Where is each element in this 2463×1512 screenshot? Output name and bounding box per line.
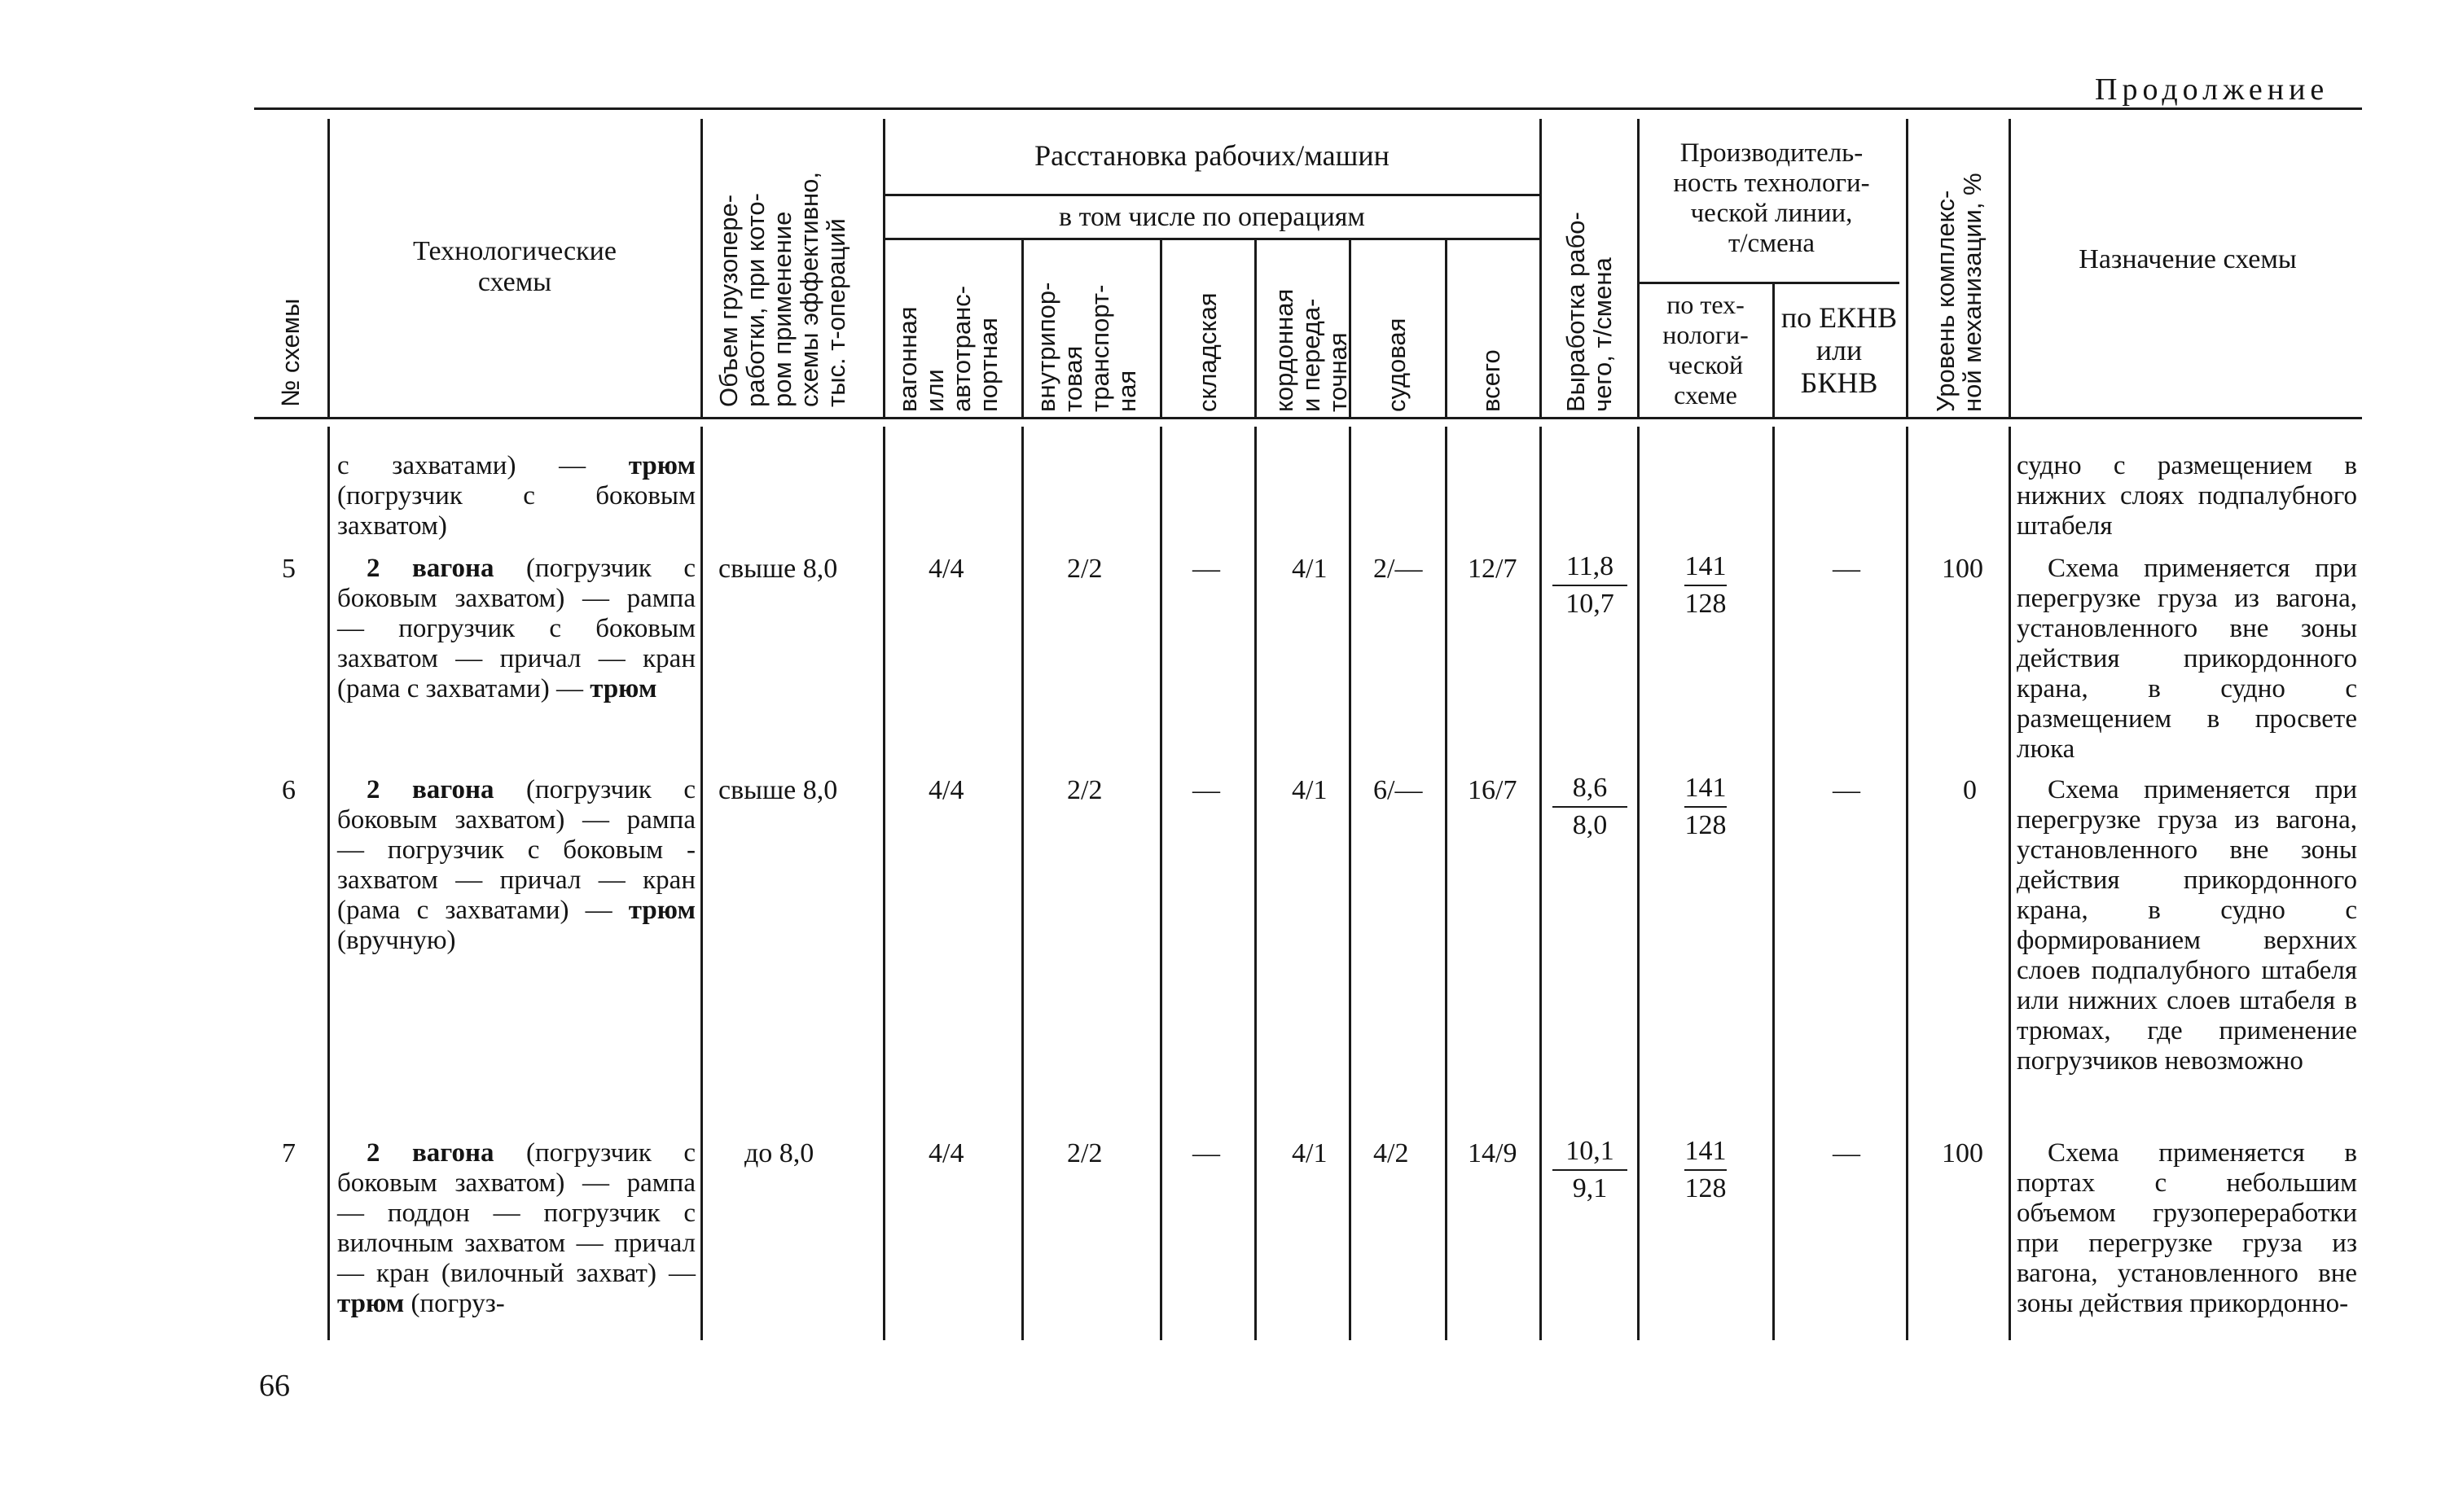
output-shift: 11,8 — [1565, 551, 1614, 581]
row-ship: 6/— — [1373, 775, 1423, 805]
row-output — [1551, 770, 1629, 844]
row-ekn: — — [1833, 775, 1860, 805]
productivity-norm: 128 — [1684, 589, 1727, 619]
col-divider — [1445, 427, 1447, 1340]
header-volume: Объем грузопере- работки, при кото- ром применение схемы эффективно, тыс. т-операций — [714, 171, 850, 407]
row-cordon: 4/1 — [1292, 1138, 1328, 1168]
continued-purpose: судно с размещением в нижних слоях подпалубного штабеля — [2017, 451, 2357, 541]
header-cordon: кордонная и переда- точная — [1270, 288, 1352, 412]
row-internal: 2/2 — [1067, 554, 1103, 584]
row-volume: свыше 8,0 — [718, 775, 838, 805]
col-divider — [327, 119, 330, 417]
header-by-ekn: по ЕКНВ или БКНВ — [1780, 301, 1898, 399]
row-purpose: Схема применяется в портах с небольшим объемом грузопереработки при перегрузке груза из вагона, установленного вне зоны действия прикордонно- — [2017, 1138, 2357, 1318]
col-divider — [1772, 282, 1775, 417]
row-wagon: 4/4 — [929, 775, 964, 805]
output-shift: 8,6 — [1572, 773, 1608, 803]
col-divider — [1539, 119, 1542, 417]
row-storage: — — [1192, 775, 1220, 805]
col-divider — [700, 119, 703, 417]
output-worker: 8,0 — [1572, 810, 1608, 840]
header-storage: складская — [1193, 292, 1222, 412]
header-purpose: Назначение схемы — [2079, 244, 2297, 274]
col-divider — [1021, 238, 1024, 417]
header-placement: Расстановка рабочих/машин — [1034, 139, 1390, 172]
header-internal: внутрипор- товая транспорт- ная — [1032, 282, 1141, 412]
row-productivity — [1666, 770, 1745, 844]
row-ekn: — — [1833, 554, 1860, 584]
col-divider — [1254, 238, 1257, 417]
row-output — [1551, 1133, 1629, 1207]
col-divider — [1160, 238, 1162, 417]
col-divider — [1772, 427, 1775, 1340]
header-wagon: вагонная или автотранс- портная — [893, 285, 1003, 412]
output-shift: 10,1 — [1565, 1136, 1614, 1166]
row-scheme: 2 вагона (погрузчик с боковым захватом) — рампа — погрузчик с боковым захватом — причал — кран (рама с захватами) — трюм — [337, 554, 696, 703]
col-divider — [1906, 427, 1908, 1340]
row-internal: 2/2 — [1067, 1138, 1103, 1168]
productivity-scheme: 141 — [1684, 773, 1727, 803]
row-ekn: — — [1833, 1138, 1860, 1168]
row-storage: — — [1192, 1138, 1220, 1168]
row-volume: до 8,0 — [744, 1138, 814, 1168]
col-divider — [2009, 119, 2011, 417]
row-ship: 4/2 — [1373, 1138, 1409, 1168]
row-mech: 100 — [1942, 1138, 1983, 1168]
header-by-scheme: по тех- нологи- ческой схеме — [1662, 290, 1749, 410]
header-total: всего — [1477, 349, 1505, 412]
col-divider — [1906, 119, 1908, 417]
col-divider — [883, 427, 885, 1340]
output-worker: 10,7 — [1565, 589, 1614, 619]
row-volume: свыше 8,0 — [718, 554, 838, 584]
header-productivity: Производитель- ность технологи- ческой линии, т/смена — [1673, 138, 1870, 258]
col-divider — [1637, 119, 1640, 417]
continuation-label: Продолжение — [2095, 72, 2329, 107]
col-divider — [327, 427, 330, 1340]
col-divider — [1349, 427, 1351, 1340]
col-divider — [1254, 427, 1257, 1340]
row-purpose: Схема применяется при перегрузке груза из вагона, установленного вне зоны действия прикордонного крана, в судно с размещением в просвете люка — [2017, 554, 2357, 764]
productivity-scheme: 141 — [1684, 1136, 1727, 1166]
row-ship: 2/— — [1373, 554, 1423, 584]
col-divider — [700, 427, 703, 1340]
header-mech-level: Уровень комплекс- ной механизации, % — [1931, 173, 1987, 412]
productivity-subrule — [1637, 282, 1899, 284]
col-divider — [1539, 427, 1542, 1340]
col-divider — [1637, 427, 1640, 1340]
row-cordon: 4/1 — [1292, 554, 1328, 584]
col-divider — [2009, 427, 2011, 1340]
header-tech-schemes: Технологические схемы — [413, 236, 617, 297]
row-no: 7 — [282, 1138, 296, 1168]
col-divider — [1445, 238, 1447, 417]
row-total: 14/9 — [1468, 1138, 1517, 1168]
row-no: 6 — [282, 775, 296, 805]
row-scheme: 2 вагона (погрузчик с боковым захватом) — рампа — погрузчик с боковым - захватом — причал — кран (рама с захватами) — трюм (вручную) — [337, 775, 696, 955]
productivity-norm: 128 — [1684, 810, 1727, 840]
productivity-scheme: 141 — [1684, 551, 1727, 581]
row-productivity — [1666, 1133, 1745, 1207]
output-worker: 9,1 — [1572, 1173, 1608, 1203]
col-divider — [1160, 427, 1162, 1340]
operations-subrule — [883, 238, 1539, 240]
header-scheme-no: № схемы — [276, 298, 305, 407]
col-divider — [1021, 427, 1024, 1340]
header-output: Выработка рабо- чего, т/смена — [1561, 212, 1617, 412]
header-incl-ops: в том числе по операциям — [1059, 202, 1365, 232]
row-purpose: Схема применяется при перегрузке груза из вагона, установленного вне зоны действия прикордонного крана, в судно с формированием верхних слоев подпалубного штабеля или нижних слоев штабеля в трюмах, где применение погрузчиков невозможно — [2017, 775, 2357, 1076]
row-productivity — [1666, 549, 1745, 622]
table-top-rule — [254, 107, 2362, 110]
row-total: 16/7 — [1468, 775, 1517, 805]
continued-scheme: с захватами) — трюм (погрузчик с боковым захватом) — [337, 451, 696, 541]
row-total: 12/7 — [1468, 554, 1517, 584]
row-no: 5 — [282, 554, 296, 584]
row-mech: 0 — [1963, 775, 1977, 805]
header-ship: судовая — [1382, 318, 1411, 412]
placement-subrule — [883, 194, 1539, 196]
row-wagon: 4/4 — [929, 554, 964, 584]
col-divider — [883, 119, 885, 417]
row-wagon: 4/4 — [929, 1138, 964, 1168]
header-bottom-rule — [254, 417, 2362, 419]
row-output — [1551, 549, 1629, 622]
row-mech: 100 — [1942, 554, 1983, 584]
row-cordon: 4/1 — [1292, 775, 1328, 805]
productivity-norm: 128 — [1684, 1173, 1727, 1203]
row-storage: — — [1192, 554, 1220, 584]
page-number: 66 — [259, 1369, 290, 1403]
row-internal: 2/2 — [1067, 775, 1103, 805]
row-scheme: 2 вагона (погрузчик с боковым захватом) — рампа — поддон — погрузчик с вилочным захватом — причал — кран (вилочный захват) — трюм (погруз- — [337, 1138, 696, 1318]
